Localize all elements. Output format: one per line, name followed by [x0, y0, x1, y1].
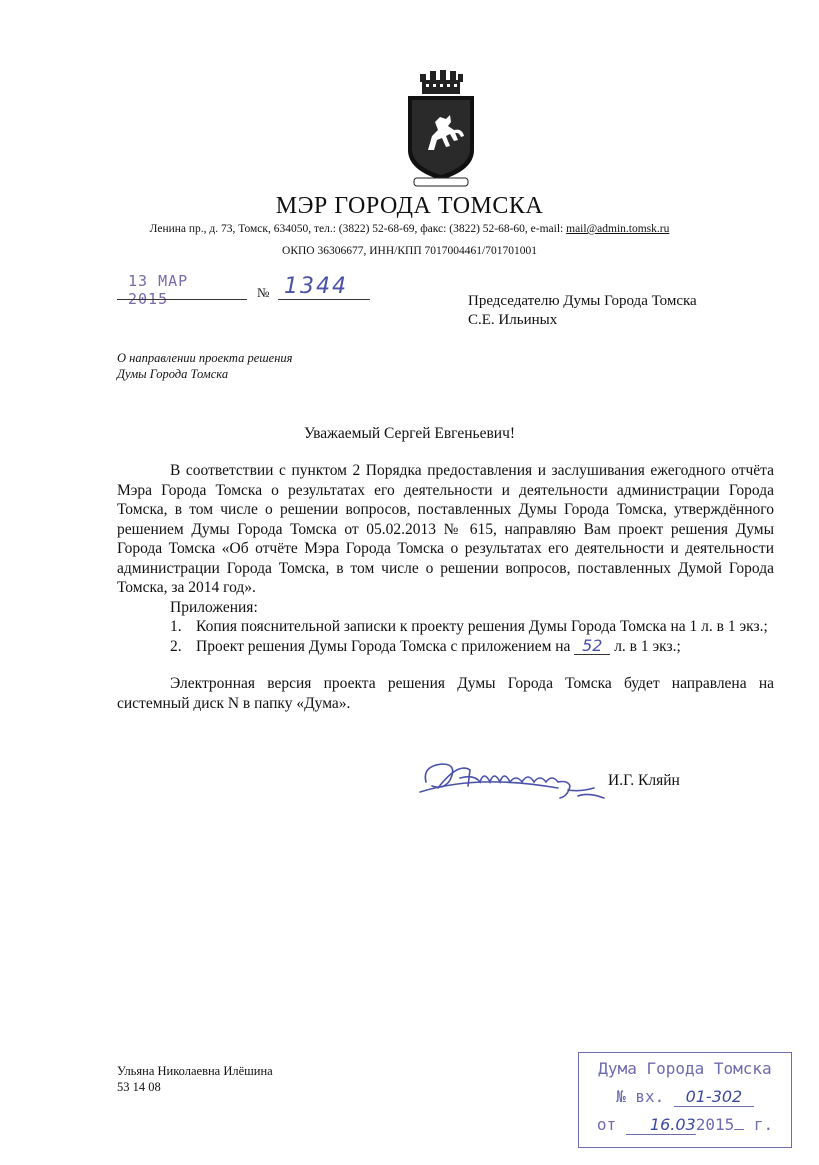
stamp-org: Дума Города Томска [598, 1059, 772, 1078]
stamp-date-field [626, 1115, 696, 1135]
attachment-number: 2. [170, 637, 182, 655]
number-label: № [257, 285, 270, 300]
page-title: МЭР ГОРОДА ТОМСКА [275, 193, 544, 219]
stamp-date-row [579, 1115, 791, 1135]
subject-line-1: О направлении проекта решения [117, 351, 293, 365]
stamp-year-suffix: г. [753, 1115, 774, 1134]
attachment-pages: 52 [574, 638, 610, 655]
attachment-text-after: л. в 1 экз.; [610, 637, 681, 655]
recipient-name: С.Е. Ильиных [468, 312, 558, 328]
stamp-year: 2015 [695, 1115, 735, 1134]
attachments-label: Приложения: [170, 598, 258, 616]
date-underline [117, 299, 247, 300]
outgoing-number: 1344 [284, 274, 348, 299]
attachment-text [196, 637, 681, 657]
executor-phone: 53 14 08 [117, 1080, 161, 1094]
attachment-text-before: Проект решения Думы Города Томска с приложением на [196, 637, 575, 655]
subject-block [117, 350, 293, 382]
body-paragraph: Электронная версия проекта решения Думы Города Томска будет направлена на системный диск N в папку «Дума». [117, 675, 774, 712]
recipient-block [468, 292, 697, 330]
inbox-stamp [578, 1052, 792, 1148]
recipient-position: Председателю Думы Города Томска [468, 293, 697, 309]
attachment-item [117, 637, 774, 657]
attachment-text: Копия пояснительной записки к проекту решения Думы Города Томска на 1 л. в 1 экз.; [196, 618, 768, 635]
stamp-number-row [579, 1087, 791, 1107]
stamp-date-prefix: от [596, 1115, 617, 1134]
address-text: Ленина пр., д. 73, Томск, 634050, тел.: (3822) 52-68-69, факс: (3822) 52-68-60, e-mail: [149, 223, 567, 235]
address-line [0, 223, 819, 235]
signer-name: И.Г. Кляйн [608, 772, 680, 789]
org-codes: ОКПО 36306677, ИНН/КПП 7017004461/701701001 [282, 245, 537, 257]
handwritten-signature-icon [418, 752, 618, 812]
subject-line-2: Думы Города Томска [117, 367, 229, 381]
number-underline [278, 299, 370, 300]
attachment-number: 1. [170, 618, 182, 635]
stamp-number-label: № вх. [616, 1087, 665, 1106]
letter-body [117, 461, 774, 713]
stamp-number-field [674, 1087, 754, 1107]
attachment-item [117, 617, 774, 637]
date-stamp: 13 МАР 2015 [128, 272, 189, 308]
body-paragraph: В соответствии с пунктом 2 Порядка предоставления и заслушивания ежегодного отчёта Мэра Города Томска о результатах его деятельности и деятельности администрации Города Томска, в том числе о решении вопросов, поставленных Думы Города Томска, утверждённого решением Думы Города Томска от 05.02.2013 № 615, направляю Вам проект решения Думы Города Томска «Об отчёте Мэра Города Томска о результатах его деятельности и деятельности администрации Города Томска, в том числе о решении вопросов, поставленных Думой Города Томска, за 2014 год». [117, 462, 774, 596]
stamp-date-value: 16.03 [649, 1115, 696, 1134]
stamp-number-value: 01-302 [685, 1087, 743, 1106]
executor-block [117, 1063, 273, 1095]
tomsk-coat-of-arms-icon [404, 70, 478, 190]
email-link[interactable]: mail@admin.tomsk.ru [566, 223, 670, 235]
salutation: Уважаемый Сергей Евгеньевич! [303, 425, 516, 442]
executor-name: Ульяна Николаевна Илёшина [117, 1064, 273, 1078]
